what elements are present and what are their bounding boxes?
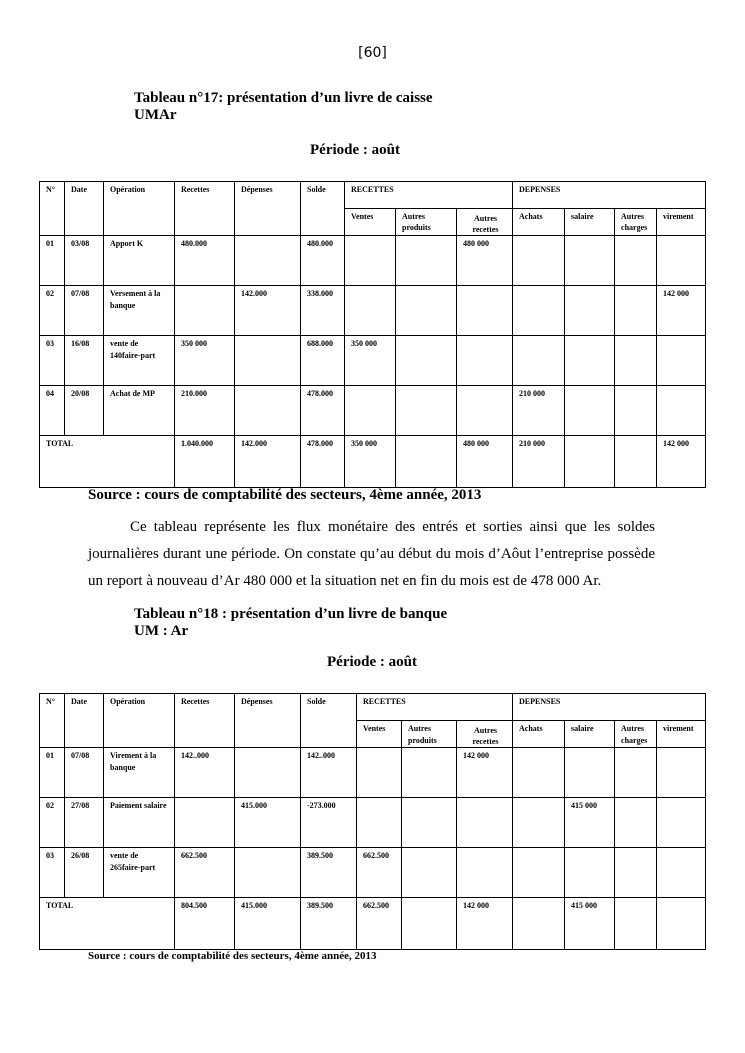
cell-salaire (565, 336, 615, 386)
cell-date: 26/08 (65, 848, 104, 898)
col-header-achats: Achats (513, 721, 565, 748)
cell-autres-charges (615, 336, 657, 386)
cell-autres-charges (615, 286, 657, 336)
cell-date: 20/08 (65, 386, 104, 436)
cell-achats (513, 848, 565, 898)
cell-salaire (565, 286, 615, 336)
cell-depenses (235, 236, 301, 286)
cell-virement (657, 386, 706, 436)
group-header-depenses: DEPENSES (513, 182, 706, 209)
cell-date: 07/08 (65, 286, 104, 336)
total-row (40, 436, 706, 488)
cell-solde: 389.500 (301, 898, 357, 950)
cell-autres-recettes (457, 798, 513, 848)
col-header-depenses: Dépenses (235, 182, 301, 236)
cell-autres-charges (615, 386, 657, 436)
table-row (40, 336, 706, 386)
cell-operation: vente de 140faire-part (104, 336, 175, 386)
cell-recettes: 662.500 (175, 848, 235, 898)
cell-salaire (565, 386, 615, 436)
table17-periode: Période : août (310, 142, 400, 158)
cell-virement (657, 236, 706, 286)
cell-operation: Apport K (104, 236, 175, 286)
cell-autres-produits (396, 236, 457, 286)
cell-achats (513, 286, 565, 336)
table18-source: Source : cours de comptabilité des secteurs, 4ème année, 2013 (88, 950, 377, 962)
col-header-num: N° (40, 694, 65, 748)
cell-solde: -273.000 (301, 798, 357, 848)
cell-recettes: 142..000 (175, 748, 235, 798)
cell-solde: 142..000 (301, 748, 357, 798)
cell-num: 02 (40, 286, 65, 336)
cell-ventes: 350 000 (345, 436, 396, 488)
cell-solde: 389.500 (301, 848, 357, 898)
cell-date: 27/08 (65, 798, 104, 848)
col-header-autres-produits: Autres produits (402, 721, 457, 748)
cell-autres-recettes (457, 848, 513, 898)
table-row (40, 386, 706, 436)
table18-title-line1: Tableau n°18 : présentation d’un livre de banque (134, 606, 448, 622)
cell-date: 03/08 (65, 236, 104, 286)
col-header-autres-charges: Autres charges (615, 721, 657, 748)
col-header-ventes: Ventes (357, 721, 402, 748)
cell-label: TOTAL (40, 436, 175, 488)
cell-autres-produits (402, 798, 457, 848)
cell-autres-charges (615, 748, 657, 798)
cell-autres-charges (615, 436, 657, 488)
table18-periode: Période : août (327, 654, 417, 670)
cell-depenses (235, 386, 301, 436)
cell-num: 01 (40, 748, 65, 798)
cell-recettes: 804.500 (175, 898, 235, 950)
cell-autres-produits (396, 436, 457, 488)
cell-autres-recettes (457, 286, 513, 336)
cell-num: 03 (40, 848, 65, 898)
cell-depenses (235, 748, 301, 798)
col-header-autres-recettes: Autres recettes (457, 721, 513, 748)
cell-autres-recettes: 480 000 (457, 236, 513, 286)
col-header-virement: virement (657, 209, 706, 236)
cell-salaire (565, 848, 615, 898)
col-header-solde: Solde (301, 694, 357, 748)
cell-autres-charges (615, 236, 657, 286)
col-header-num: N° (40, 182, 65, 236)
cell-num: 04 (40, 386, 65, 436)
cell-depenses: 142.000 (235, 436, 301, 488)
cell-recettes: 210.000 (175, 386, 235, 436)
cell-achats (513, 336, 565, 386)
table-row (40, 798, 706, 848)
cell-autres-produits (396, 386, 457, 436)
cell-ventes: 350 000 (345, 336, 396, 386)
table-row (40, 848, 706, 898)
cell-ventes (357, 748, 402, 798)
cell-solde: 478.000 (301, 386, 345, 436)
cell-autres-recettes: 480 000 (457, 436, 513, 488)
cell-achats: 210 000 (513, 436, 565, 488)
cell-solde: 480.000 (301, 236, 345, 286)
cell-achats: 210 000 (513, 386, 565, 436)
cell-autres-produits (402, 748, 457, 798)
col-header-autres-recettes: Autres recettes (457, 209, 513, 236)
cell-recettes: 1.040.000 (175, 436, 235, 488)
cell-solde: 688.000 (301, 336, 345, 386)
col-header-ventes: Ventes (345, 209, 396, 236)
cell-virement (657, 798, 706, 848)
body-paragraph (88, 514, 655, 595)
col-header-recettes: Recettes (175, 182, 235, 236)
table17-source: Source : cours de comptabilité des secteurs, 4ème année, 2013 (88, 487, 482, 503)
cell-solde: 338.000 (301, 286, 345, 336)
group-header-recettes: RECETTES (357, 694, 513, 721)
cell-autres-produits (396, 286, 457, 336)
cell-autres-recettes: 142 000 (457, 898, 513, 950)
cell-recettes: 350 000 (175, 336, 235, 386)
col-header-recettes: Recettes (175, 694, 235, 748)
cell-date: 16/08 (65, 336, 104, 386)
cell-autres-charges (615, 848, 657, 898)
col-header-date: Date (65, 694, 104, 748)
cell-depenses (235, 848, 301, 898)
col-header-operation: Opération (104, 182, 175, 236)
cell-operation: Virement à la banque (104, 748, 175, 798)
cell-autres-recettes (457, 386, 513, 436)
group-header-recettes: RECETTES (345, 182, 513, 209)
cell-virement (657, 748, 706, 798)
table17-title (134, 90, 433, 124)
cell-virement (657, 898, 706, 950)
cell-autres-produits (402, 898, 457, 950)
col-header-operation: Opération (104, 694, 175, 748)
col-header-solde: Solde (301, 182, 345, 236)
cell-ventes (345, 286, 396, 336)
col-header-autres-produits: Autres produits (396, 209, 457, 236)
cell-label: TOTAL (40, 898, 175, 950)
cell-autres-produits (396, 336, 457, 386)
cell-ventes: 662.500 (357, 848, 402, 898)
cell-autres-charges (615, 798, 657, 848)
cell-salaire (565, 236, 615, 286)
cell-date: 07/08 (65, 748, 104, 798)
group-header-depenses: DEPENSES (513, 694, 706, 721)
cell-salaire: 415 000 (565, 898, 615, 950)
cell-virement (657, 848, 706, 898)
col-header-depenses: Dépenses (235, 694, 301, 748)
cell-operation: Versement à la banque (104, 286, 175, 336)
cell-achats (513, 798, 565, 848)
cell-depenses: 142.000 (235, 286, 301, 336)
cell-num: 03 (40, 336, 65, 386)
table18-title-line2: UM : Ar (134, 623, 189, 639)
cell-achats (513, 236, 565, 286)
cell-operation: Achat de MP (104, 386, 175, 436)
cell-virement: 142 000 (657, 286, 706, 336)
cell-virement: 142 000 (657, 436, 706, 488)
table-row (40, 748, 706, 798)
table-row (40, 286, 706, 336)
cell-recettes (175, 798, 235, 848)
cell-autres-recettes (457, 336, 513, 386)
cell-depenses (235, 336, 301, 386)
cell-depenses: 415.000 (235, 898, 301, 950)
col-header-autres-charges: Autres charges (615, 209, 657, 236)
table18-livre-de-banque (39, 693, 706, 950)
col-header-salaire: salaire (565, 209, 615, 236)
cell-salaire (565, 436, 615, 488)
col-header-salaire: salaire (565, 721, 615, 748)
cell-salaire (565, 748, 615, 798)
col-header-date: Date (65, 182, 104, 236)
cell-autres-produits (402, 848, 457, 898)
cell-salaire: 415 000 (565, 798, 615, 848)
col-header-virement: virement (657, 721, 706, 748)
table-row (40, 236, 706, 286)
cell-num: 01 (40, 236, 65, 286)
table17-title-line1: Tableau n°17: présentation d’un livre de caisse (134, 90, 433, 106)
table18-title (134, 606, 447, 640)
cell-ventes (345, 386, 396, 436)
cell-operation: vente de 265faire-part (104, 848, 175, 898)
cell-operation: Paiement salaire (104, 798, 175, 848)
page-number: [60] (358, 45, 387, 61)
cell-achats (513, 898, 565, 950)
cell-autres-charges (615, 898, 657, 950)
paragraph-text: Ce tableau représente les flux monétaire des entrés et sorties ainsi que les soldes journalières durant une période. On constate qu’au début du mois d’Aôut l’entreprise possède un report à nouveau d’Ar 480 000 et la situation net en fin du mois est de 478 000 Ar. (88, 519, 655, 589)
cell-ventes: 662.500 (357, 898, 402, 950)
cell-recettes (175, 286, 235, 336)
cell-recettes: 480.000 (175, 236, 235, 286)
cell-achats (513, 748, 565, 798)
cell-ventes (357, 798, 402, 848)
cell-depenses: 415.000 (235, 798, 301, 848)
cell-virement (657, 336, 706, 386)
cell-autres-recettes: 142 000 (457, 748, 513, 798)
cell-ventes (345, 236, 396, 286)
total-row (40, 898, 706, 950)
cell-num: 02 (40, 798, 65, 848)
cell-solde: 478.000 (301, 436, 345, 488)
table17-livre-de-caisse (39, 181, 706, 488)
table17-title-line2: UMAr (134, 107, 177, 123)
col-header-achats: Achats (513, 209, 565, 236)
